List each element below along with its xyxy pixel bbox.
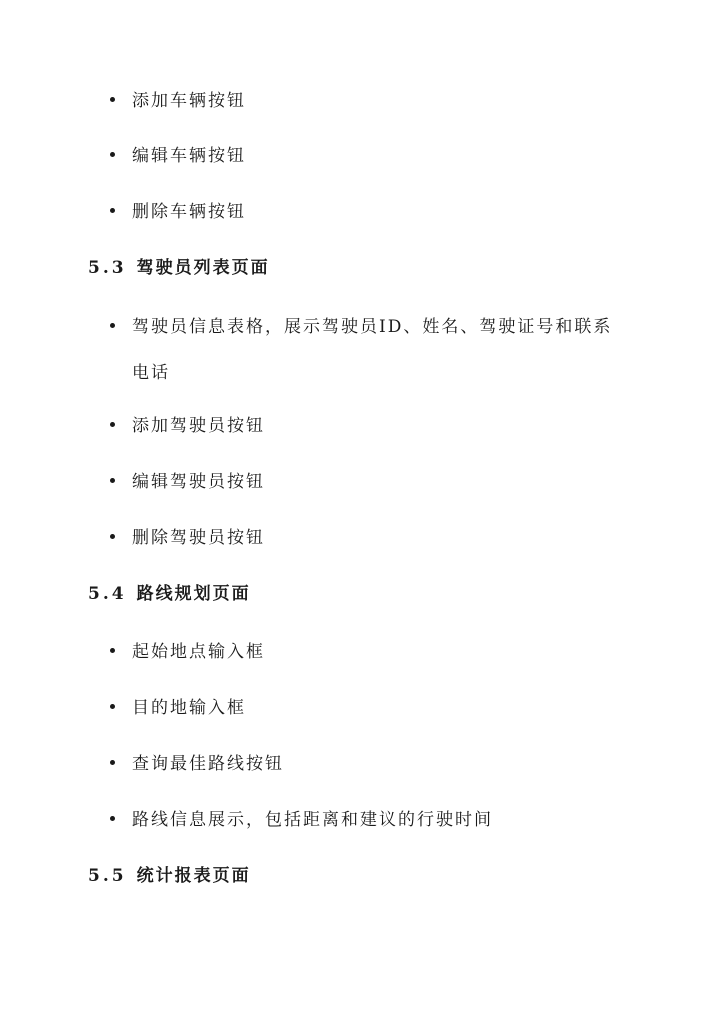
bullet-icon <box>110 152 115 157</box>
bullet-icon <box>110 323 115 328</box>
list-item-text: 目的地输入框 <box>132 698 246 718</box>
bullet-icon <box>110 478 115 483</box>
bullet-icon <box>110 97 115 102</box>
section-number: 5.4 <box>88 584 127 604</box>
list-item-text: 编辑车辆按钮 <box>132 146 246 166</box>
list-item-text: 查询最佳路线按钮 <box>132 754 284 774</box>
list-item-text: 添加车辆按钮 <box>132 91 246 111</box>
section-number: 5.3 <box>88 258 127 278</box>
bullet-icon <box>110 648 115 653</box>
section-title: 路线规划页面 <box>136 584 251 604</box>
list-item <box>110 189 620 235</box>
bullet-icon <box>110 208 115 213</box>
bullet-icon <box>110 422 115 427</box>
bullet-icon <box>110 704 115 709</box>
list-item-text: 驾驶员信息表格，展示驾驶员ID、姓名、驾驶证号和联系电话 <box>132 317 613 383</box>
list-item <box>110 459 620 505</box>
list-item <box>110 797 620 843</box>
list-item <box>110 403 620 449</box>
bullet-icon <box>110 760 115 765</box>
list-item <box>110 629 620 675</box>
list-item <box>110 133 620 179</box>
bullet-icon <box>110 534 115 539</box>
section-heading-5-4 <box>88 582 251 606</box>
list-item <box>110 685 620 731</box>
list-item-text: 添加驾驶员按钮 <box>132 416 265 436</box>
list-item-text: 起始地点输入框 <box>132 642 265 662</box>
section-heading-5-3 <box>88 256 270 280</box>
section-heading-5-5 <box>88 864 251 888</box>
list-item-text: 路线信息展示，包括距离和建议的行驶时间 <box>132 810 493 830</box>
list-item-text: 删除车辆按钮 <box>132 202 246 222</box>
list-item-text: 编辑驾驶员按钮 <box>132 472 265 492</box>
list-item <box>110 304 620 396</box>
section-title: 统计报表页面 <box>136 866 251 886</box>
section-title: 驾驶员列表页面 <box>136 258 270 278</box>
list-item <box>110 78 620 124</box>
section-number: 5.5 <box>88 866 127 886</box>
bullet-icon <box>110 816 115 821</box>
list-item <box>110 741 620 787</box>
list-item-text: 删除驾驶员按钮 <box>132 528 265 548</box>
list-item <box>110 515 620 561</box>
